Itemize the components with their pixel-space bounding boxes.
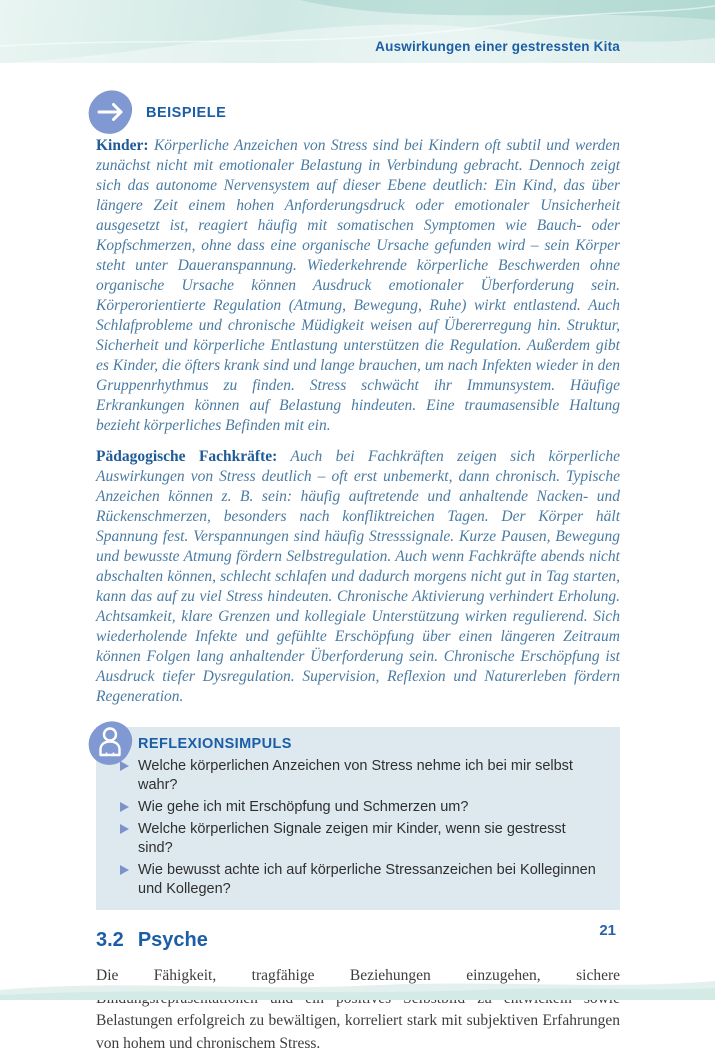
section-number: 3.2	[96, 929, 124, 951]
footer-wave-decoration	[0, 974, 715, 1000]
beispiele-header	[87, 90, 620, 134]
reflexion-question-text: Welche körperlichen Anzeichen von Stress nehme ich bei mir selbst wahr?	[138, 758, 573, 793]
reflexion-question-text: Welche körperlichen Signale zeigen mir Kinder, wenn sie gestresst sind?	[138, 821, 566, 856]
section-paragraph: Die Fähigkeit, tragfähige Beziehungen einzugehen, sichere Belastungen erfolgreich zu bewältigen, korreliert stark mit subjektiven Erfahrungen von hohem und chronischem Stress.	[96, 967, 620, 1052]
reflexion-question-text: Wie bewusst achte ich auf körperliche Stressanzeichen bei Kolleginnen und Kollegen?	[138, 862, 596, 897]
paragraph-kinder	[96, 136, 620, 436]
paragraph-text-kinder: Körperliche Anzeichen von Stress sind bei Kindern oft subtil und werden zunächst nicht mit emotionaler Belastung in Verbindung gebracht. Dennoch zeigt sich das autonome Nervensystem auf dieser Ebene deutlich: Ein Kind, das über längere Zeit einem hohen Anforderungsdruck oder emotionaler Unsicherheit ausgesetzt ist, reagiert häufig mit somatischen Symptomen wie Bauch- oder Kopfschmerzen, ohne dass eine organische Ursache gefunden wird – sein Körper steht unter Daueranspannung. Wiederkehrende körperliche Beschwerden ohne organische Ursache können Ausdruck emotionaler Überforderung sein. Körperorientierte Regulation (Atmung, Bewegung, Ruhe) wirkt entlastend. Auch Schlafprobleme und chronische Müdigkeit weisen auf Übererregung hin. Struktur, Sicherheit und körperliche Entlastung unterstützen die Regulation. Außerdem gibt es Kinder, die öfters krank sind und lange brauchen, um nach Infekten wieder in den Gruppenrhythmus zu finden. Stress schwächt ihr Immunsystem. Häufige Erkrankungen können auf Belastung hindeuten. Eine traumasensible Haltung bezieht körperliches Befinden mit ein.	[96, 137, 620, 434]
page-number: 21	[599, 922, 616, 939]
reflexion-question	[120, 861, 602, 899]
reflexion-question	[120, 798, 602, 817]
arrow-right-icon	[87, 89, 133, 135]
reflexion-question	[120, 820, 602, 858]
triangle-bullet-icon	[120, 865, 129, 875]
page-content	[96, 90, 620, 1055]
section-title: Psyche	[137, 929, 208, 951]
triangle-bullet-icon	[120, 802, 129, 812]
reflexion-question	[120, 757, 602, 795]
paragraph-lead-fachkraefte: Pädagogische Fachkräfte:	[96, 448, 278, 465]
triangle-bullet-icon	[120, 824, 129, 834]
person-icon	[87, 720, 133, 766]
paragraph-lead-kinder: Kinder:	[96, 137, 149, 154]
reflexionsimpuls-title: REFLEXIONSIMPULS	[138, 736, 292, 752]
paragraph-text-fachkraefte: Auch bei Fachkräften zeigen sich körperliche Auswirkungen von Stress deutlich – oft erst unbemerkt, dann chronisch. Typische Anzeichen können z. B. sein: häufig auftretende und anhaltende Nacken- und Rückenschmerzen, besonders nach konfliktreichen Tagen. Der Körper hält Spannung fest. Verspannungen sind häufig Stresssignale. Kurze Pausen, Bewegung und bewusste Atmung fördern Selbstregulation. Auch wenn Fachkräfte abends nicht abschalten können, schlecht schlafen und dadurch morgens nicht gut in Tag starten, kann das auf zu viel Stress hindeuten. Chronische Aktivierung verhindert Erholung. Achtsamkeit, klare Grenzen und kollegiale Unterstützung wirken regulierend. Sich wiederholende Infekte und gefühlte Erschöpfung über einen längeren Zeitraum können Folgen lang anhaltender Überforderung sein. Chronische Erschöpfung ist Ausdruck tiefer Dysregulation. Supervision, Reflexion und Naturerleben fördern Regeneration.	[96, 448, 620, 705]
reflexion-question-text: Wie gehe ich mit Erschöpfung und Schmerzen um?	[138, 799, 469, 815]
running-header-title: Auswirkungen einer gestressten Kita	[375, 39, 620, 54]
beispiele-title: BEISPIELE	[146, 105, 227, 121]
header-band	[0, 0, 715, 63]
reflexionsimpuls-box	[96, 727, 620, 910]
paragraph-fachkraefte	[96, 447, 620, 707]
footer-band	[0, 974, 715, 1000]
section-heading	[96, 928, 620, 952]
